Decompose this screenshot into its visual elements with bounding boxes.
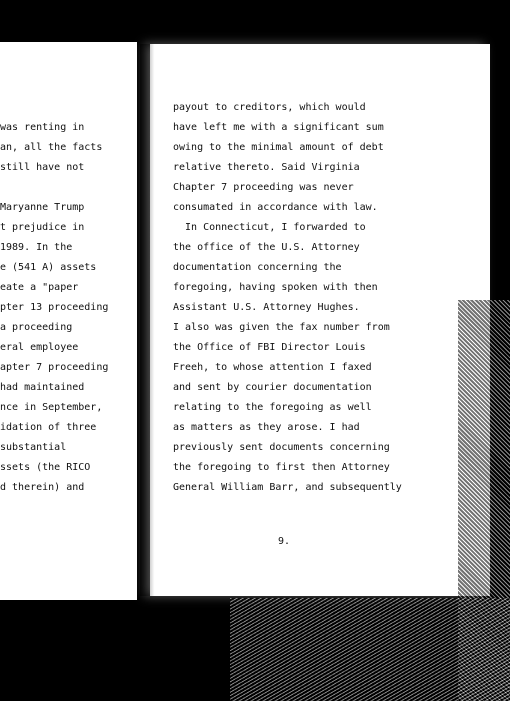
left-line: still have not [0, 162, 85, 173]
right-line: Chapter 7 proceeding was never [173, 182, 354, 193]
left-line: an, all the facts [0, 142, 103, 153]
left-line: pter 13 proceeding [0, 302, 109, 313]
right-line: relating to the foregoing as well [173, 402, 372, 413]
page-number: 9. [278, 536, 291, 547]
left-line: ssets (the RICO [0, 462, 91, 473]
left-line: idation of three [0, 422, 97, 433]
left-line: eate a "paper [0, 282, 79, 293]
right-line: In Connecticut, I forwarded to [173, 222, 366, 233]
right-line: have left me with a significant sum [173, 122, 384, 133]
right-line: foregoing, having spoken with then [173, 282, 378, 293]
left-line: had maintained [0, 382, 85, 393]
scan-noise-bottom [230, 598, 510, 701]
right-line: General William Barr, and subsequently [173, 482, 402, 493]
left-line: a proceeding [0, 322, 73, 333]
left-line: t prejudice in [0, 222, 85, 233]
right-line: Assistant U.S. Attorney Hughes. [173, 302, 360, 313]
right-line: relative thereto. Said Virginia [173, 162, 360, 173]
right-line: the foregoing to first then Attorney [173, 462, 390, 473]
left-line: substantial [0, 442, 67, 453]
right-line: consumated in accordance with law. [173, 202, 378, 213]
right-line: Freeh, to whose attention I faxed [173, 362, 372, 373]
left-line: d therein) and [0, 482, 85, 493]
right-line: as matters as they arose. I had [173, 422, 360, 433]
right-line: the office of the U.S. Attorney [173, 242, 360, 253]
right-line: the Office of FBI Director Louis [173, 342, 366, 353]
left-line: e (541 A) assets [0, 262, 97, 273]
right-line: payout to creditors, which would [173, 102, 366, 113]
left-line: apter 7 proceeding [0, 362, 109, 373]
right-line: owing to the minimal amount of debt [173, 142, 384, 153]
right-line: previously sent documents concerning [173, 442, 390, 453]
right-line: documentation concerning the [173, 262, 342, 273]
left-line: 1989. In the [0, 242, 73, 253]
left-line: Maryanne Trump [0, 202, 85, 213]
left-page [0, 42, 137, 600]
right-line: and sent by courier documentation [173, 382, 372, 393]
left-line: eral employee [0, 342, 79, 353]
right-line: I also was given the fax number from [173, 322, 390, 333]
left-line: nce in September, [0, 402, 103, 413]
left-line: was renting in [0, 122, 85, 133]
right-page [150, 44, 490, 596]
